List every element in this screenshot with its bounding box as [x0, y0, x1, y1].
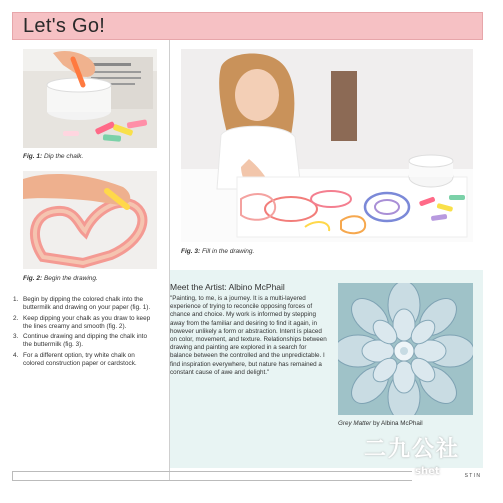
step-item [13, 333, 151, 350]
artist-statement: "Painting, to me, is a journey. It is a multi-layered experience of trying to reconcile opposing forces of chance and choice. My work is informed by stepping away from the familiar and desiring to find it again, in however unlikely a form or abstraction. Intent is placed on color, movement, and texture. Relationships between drawing and painting are explored in a search for balance between the controlled and the unpredictable. I find inspiration everywhere, but nature has remained a constant cause of awe and delight." [170, 295, 327, 376]
fig3-label: Fig. 3: [181, 248, 201, 255]
painting-image [338, 283, 473, 415]
fig1-caption [23, 153, 83, 160]
fig2-image [23, 171, 157, 269]
page-header [12, 12, 483, 40]
step-number: 1. [13, 296, 19, 303]
fig2-text: Begin the drawing. [43, 275, 98, 282]
fig3-image [181, 49, 473, 242]
artist-heading: Meet the Artist: Albino McPhail [170, 282, 285, 292]
fig1-text: Dip the chalk. [43, 153, 84, 160]
watermark-logo: 二九公社 [364, 437, 461, 462]
step-item [13, 296, 151, 313]
step-item [13, 352, 151, 369]
step-text: For a different option, try white chalk on colored construction paper or cardstock. [23, 351, 137, 368]
fig3-photo [181, 49, 473, 242]
step-number: 2. [13, 314, 19, 322]
painting-caption [338, 420, 423, 427]
fig1-label: Fig. 1: [23, 153, 43, 160]
step-item [13, 315, 151, 332]
fig3-caption [181, 248, 254, 255]
painting-title: Grey Matter [338, 420, 372, 427]
step-number: 3. [13, 333, 19, 341]
painting-credit: by Albina McPhail [371, 420, 423, 427]
step-number: 4. [13, 351, 19, 359]
step-text: Continue drawing and dipping the chalk into the buttermilk (fig. 3). [23, 333, 147, 349]
succulent-painting [338, 283, 473, 415]
instruction-steps [13, 296, 151, 370]
fig2-photo [23, 171, 157, 269]
footer-tab: S T I N [412, 471, 483, 481]
page-title: Let's Go! [23, 15, 106, 37]
fig1-image [23, 49, 157, 148]
fig2-caption [23, 275, 98, 282]
watermark-text: shet [415, 466, 440, 477]
step-text: Keep dipping your chalk as you draw to keep the lines creamy and smooth (fig. 2). [23, 314, 151, 330]
fig3-text: Fill in the drawing. [201, 248, 255, 255]
fig2-label: Fig. 2: [23, 275, 43, 282]
step-text: Begin by dipping the colored chalk into the buttermilk and drawing on your paper (fig. 1). [23, 296, 151, 312]
fig1-photo [23, 49, 157, 148]
